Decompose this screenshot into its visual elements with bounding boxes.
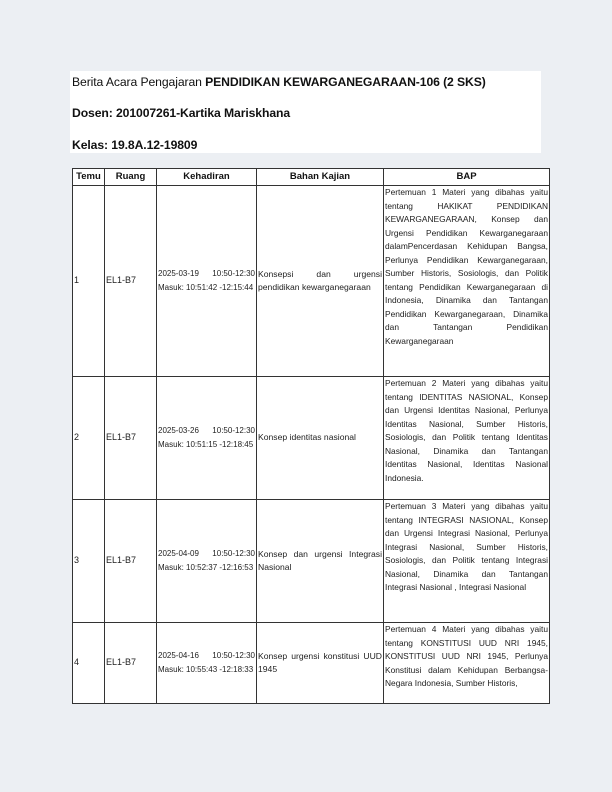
kehadiran-cell (157, 377, 257, 500)
ruang-cell: EL1-B7 (105, 186, 157, 377)
kehadiran-masuk: Masuk: 10:51:15 -12:18:45 (158, 440, 254, 449)
kehadiran-time: 10:50-12:30 (212, 651, 255, 660)
dosen-line: Dosen: 201007261-Kartika Mariskhana (72, 106, 291, 120)
temu-cell: 4 (73, 623, 105, 704)
bap-cell: Pertemuan 1 Materi yang dibahas yaitu tentang HAKIKAT PENDIDIKAN KEWARGANEGARAAN, Konsep dan Urgensi Pendidikan Kewarganegaraan dalamPencerdasan Kehidupan Bangsa, Perlunya Pendidikan Kewarganegaraan, Sumber Historis, Sosiologis, dan Politik tentang Pendidikan Kewarganegaraan di Indonesia, Dinamika dan Tantangan Pendidikan Kewarganegaraan, Dinamika dan Tantangan Pendidikan Kewarganegaraan (384, 186, 550, 377)
temu-cell: 2 (73, 377, 105, 500)
kehadiran-time: 10:50-12:30 (212, 269, 255, 278)
bahan-kajian-cell: Konsep urgensi konstitusi UUD 1945 (257, 623, 384, 704)
table-row (73, 623, 550, 704)
kehadiran-cell (157, 186, 257, 377)
column-header-bap: BAP (384, 169, 550, 186)
temu-cell: 3 (73, 500, 105, 623)
column-header-temu: Temu (73, 169, 105, 186)
title-course: PENDIDIKAN KEWARGANEGARAAN-106 (2 SKS) (205, 75, 486, 89)
kehadiran-date: 2025-03-26 (158, 426, 199, 435)
kelas-line: Kelas: 19.8A.12-19809 (72, 138, 198, 152)
table-row (73, 377, 550, 500)
kehadiran-masuk: Masuk: 10:51:42 -12:15:44 (158, 283, 254, 292)
bahan-kajian-cell: Konsep dan urgensi Integrasi Nasional (257, 500, 384, 623)
kehadiran-time: 10:50-12:30 (212, 549, 255, 558)
document-title (72, 75, 486, 89)
kehadiran-time: 10:50-12:30 (212, 426, 255, 435)
column-header-ruang: Ruang (105, 169, 157, 186)
kehadiran-cell (157, 623, 257, 704)
table-row (73, 500, 550, 623)
kehadiran-date: 2025-04-16 (158, 651, 199, 660)
title-prefix: Berita Acara Pengajaran (72, 75, 202, 89)
bap-cell: Pertemuan 2 Materi yang dibahas yaitu tentang IDENTITAS NASIONAL, Konsep dan Urgensi Identitas Nasional, Perlunya Identitas Nasional, Sumber Historis, Sosiologis, dan Politik tentang Identitas Nasional, Dinamika dan Tantangan Identitas Nasional, Identitas Nasional Indonesia. (384, 377, 550, 500)
table-header-row (73, 169, 550, 186)
ruang-cell: EL1-B7 (105, 500, 157, 623)
bap-cell: Pertemuan 3 Materi yang dibahas yaitu tentang INTEGRASI NASIONAL, Konsep dan Urgensi Integrasi Nasional, Perlunya Integrasi Nasional, Sumber Historis, Sosiologis, dan Politik tentang Integrasi Nasional, Dinamika dan Tantangan Integrasi Nasional , Integrasi Nasional (384, 500, 550, 623)
kehadiran-date: 2025-04-09 (158, 549, 199, 558)
ruang-cell: EL1-B7 (105, 623, 157, 704)
bap-table (72, 168, 550, 704)
bahan-kajian-cell: Konsep identitas nasional (257, 377, 384, 500)
kehadiran-masuk: Masuk: 10:52:37 -12:16:53 (158, 563, 254, 572)
table-row (73, 186, 550, 377)
column-header-kehadiran: Kehadiran (157, 169, 257, 186)
page-bottom-margin (0, 708, 612, 792)
bahan-kajian-cell: Konsepsi dan urgensi pendidikan kewarganegaraan (257, 186, 384, 377)
bap-cell: Pertemuan 4 Materi yang dibahas yaitu tentang KONSTITUSI UUD NRI 1945, KONSTITUSI UUD NRI 1945, Perlunya Konstitusi dalam Kehidupan Berbangsa-Negara Indonesia, Sumber Historis, (384, 623, 550, 704)
ruang-cell: EL1-B7 (105, 377, 157, 500)
document-header (70, 71, 541, 153)
temu-cell: 1 (73, 186, 105, 377)
kehadiran-masuk: Masuk: 10:55:43 -12:18:33 (158, 665, 254, 674)
column-header-bahan-kajian: Bahan Kajian (257, 169, 384, 186)
kehadiran-date: 2025-03-19 (158, 269, 199, 278)
kehadiran-cell (157, 500, 257, 623)
